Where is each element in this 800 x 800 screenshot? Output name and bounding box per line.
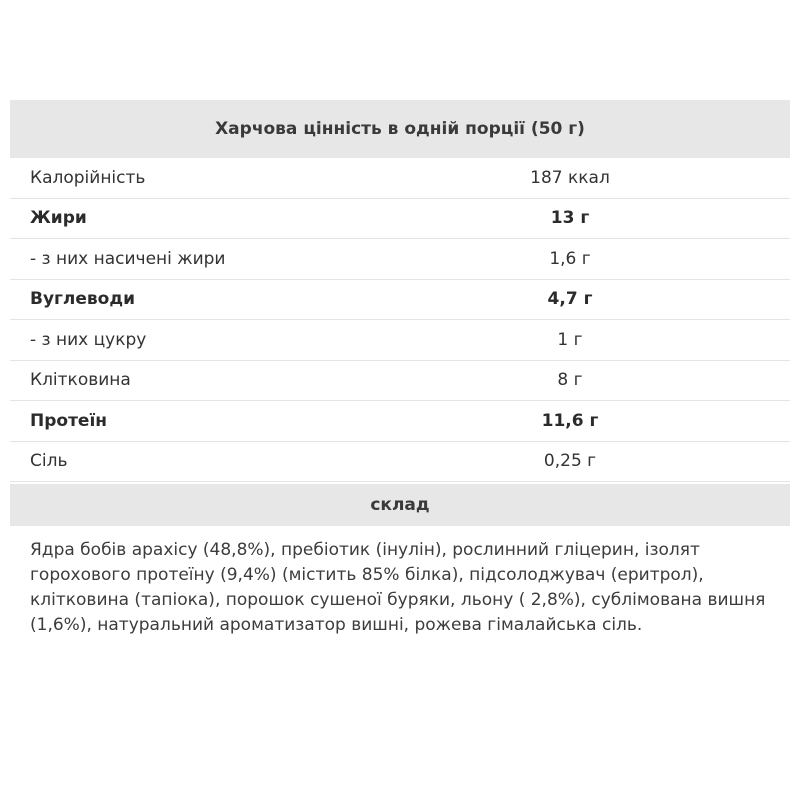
nutrition-row-carbohydrates bbox=[10, 280, 790, 321]
nutrition-row-label: - з них цукру bbox=[30, 329, 147, 350]
nutrition-row-value: 0,25 г bbox=[543, 451, 597, 472]
nutrition-row-value: 1,6 г bbox=[549, 248, 591, 269]
nutrition-row-value: 13 г bbox=[550, 208, 590, 229]
nutrition-row-label: Сіль bbox=[30, 451, 68, 472]
nutrition-row-label: Вуглеводи bbox=[30, 289, 135, 310]
nutrition-panel bbox=[10, 100, 790, 638]
nutrition-row-value: 187 ккал bbox=[530, 167, 610, 188]
composition-text: Ядра бобів арахісу (48,8%), пребіотик (інулін), рослинний гліцерин, ізолят горохового протеїну (9,4%) (містить 85% білка), підсолоджувач (еритрол), клітковина (тапіока), порошок сушеної буряки, льону ( 2,8%), сублімована вишня (1,6%), натуральний ароматизатор вишні, рожева гімалайська сіль. bbox=[30, 540, 766, 635]
nutrition-row-sugar bbox=[10, 320, 790, 361]
nutrition-row-label: Жири bbox=[30, 208, 87, 229]
nutrition-row-saturated-fat bbox=[10, 239, 790, 280]
nutrition-row-salt bbox=[10, 442, 790, 483]
nutrition-table-header bbox=[10, 100, 790, 158]
nutrition-table-title: Харчова цінність в одній порції (50 г) bbox=[215, 119, 585, 139]
nutrition-row-label: Клітковина bbox=[30, 370, 131, 391]
nutrition-row-fiber bbox=[10, 361, 790, 402]
composition-header bbox=[10, 484, 790, 526]
nutrition-row-value: 8 г bbox=[557, 370, 583, 391]
nutrition-row-value: 4,7 г bbox=[547, 289, 593, 310]
nutrition-row-fat bbox=[10, 199, 790, 240]
nutrition-row-label: - з них насичені жири bbox=[30, 248, 226, 269]
nutrition-row-label: Протеїн bbox=[30, 410, 108, 431]
nutrition-row-value: 1 г bbox=[557, 329, 583, 350]
nutrition-row-calories bbox=[10, 158, 790, 199]
nutrition-table-body bbox=[10, 158, 790, 482]
nutrition-row-value: 11,6 г bbox=[541, 410, 599, 431]
nutrition-row-protein bbox=[10, 401, 790, 442]
nutrition-row-label: Калорійність bbox=[30, 167, 146, 188]
composition-title: склад bbox=[370, 495, 430, 515]
